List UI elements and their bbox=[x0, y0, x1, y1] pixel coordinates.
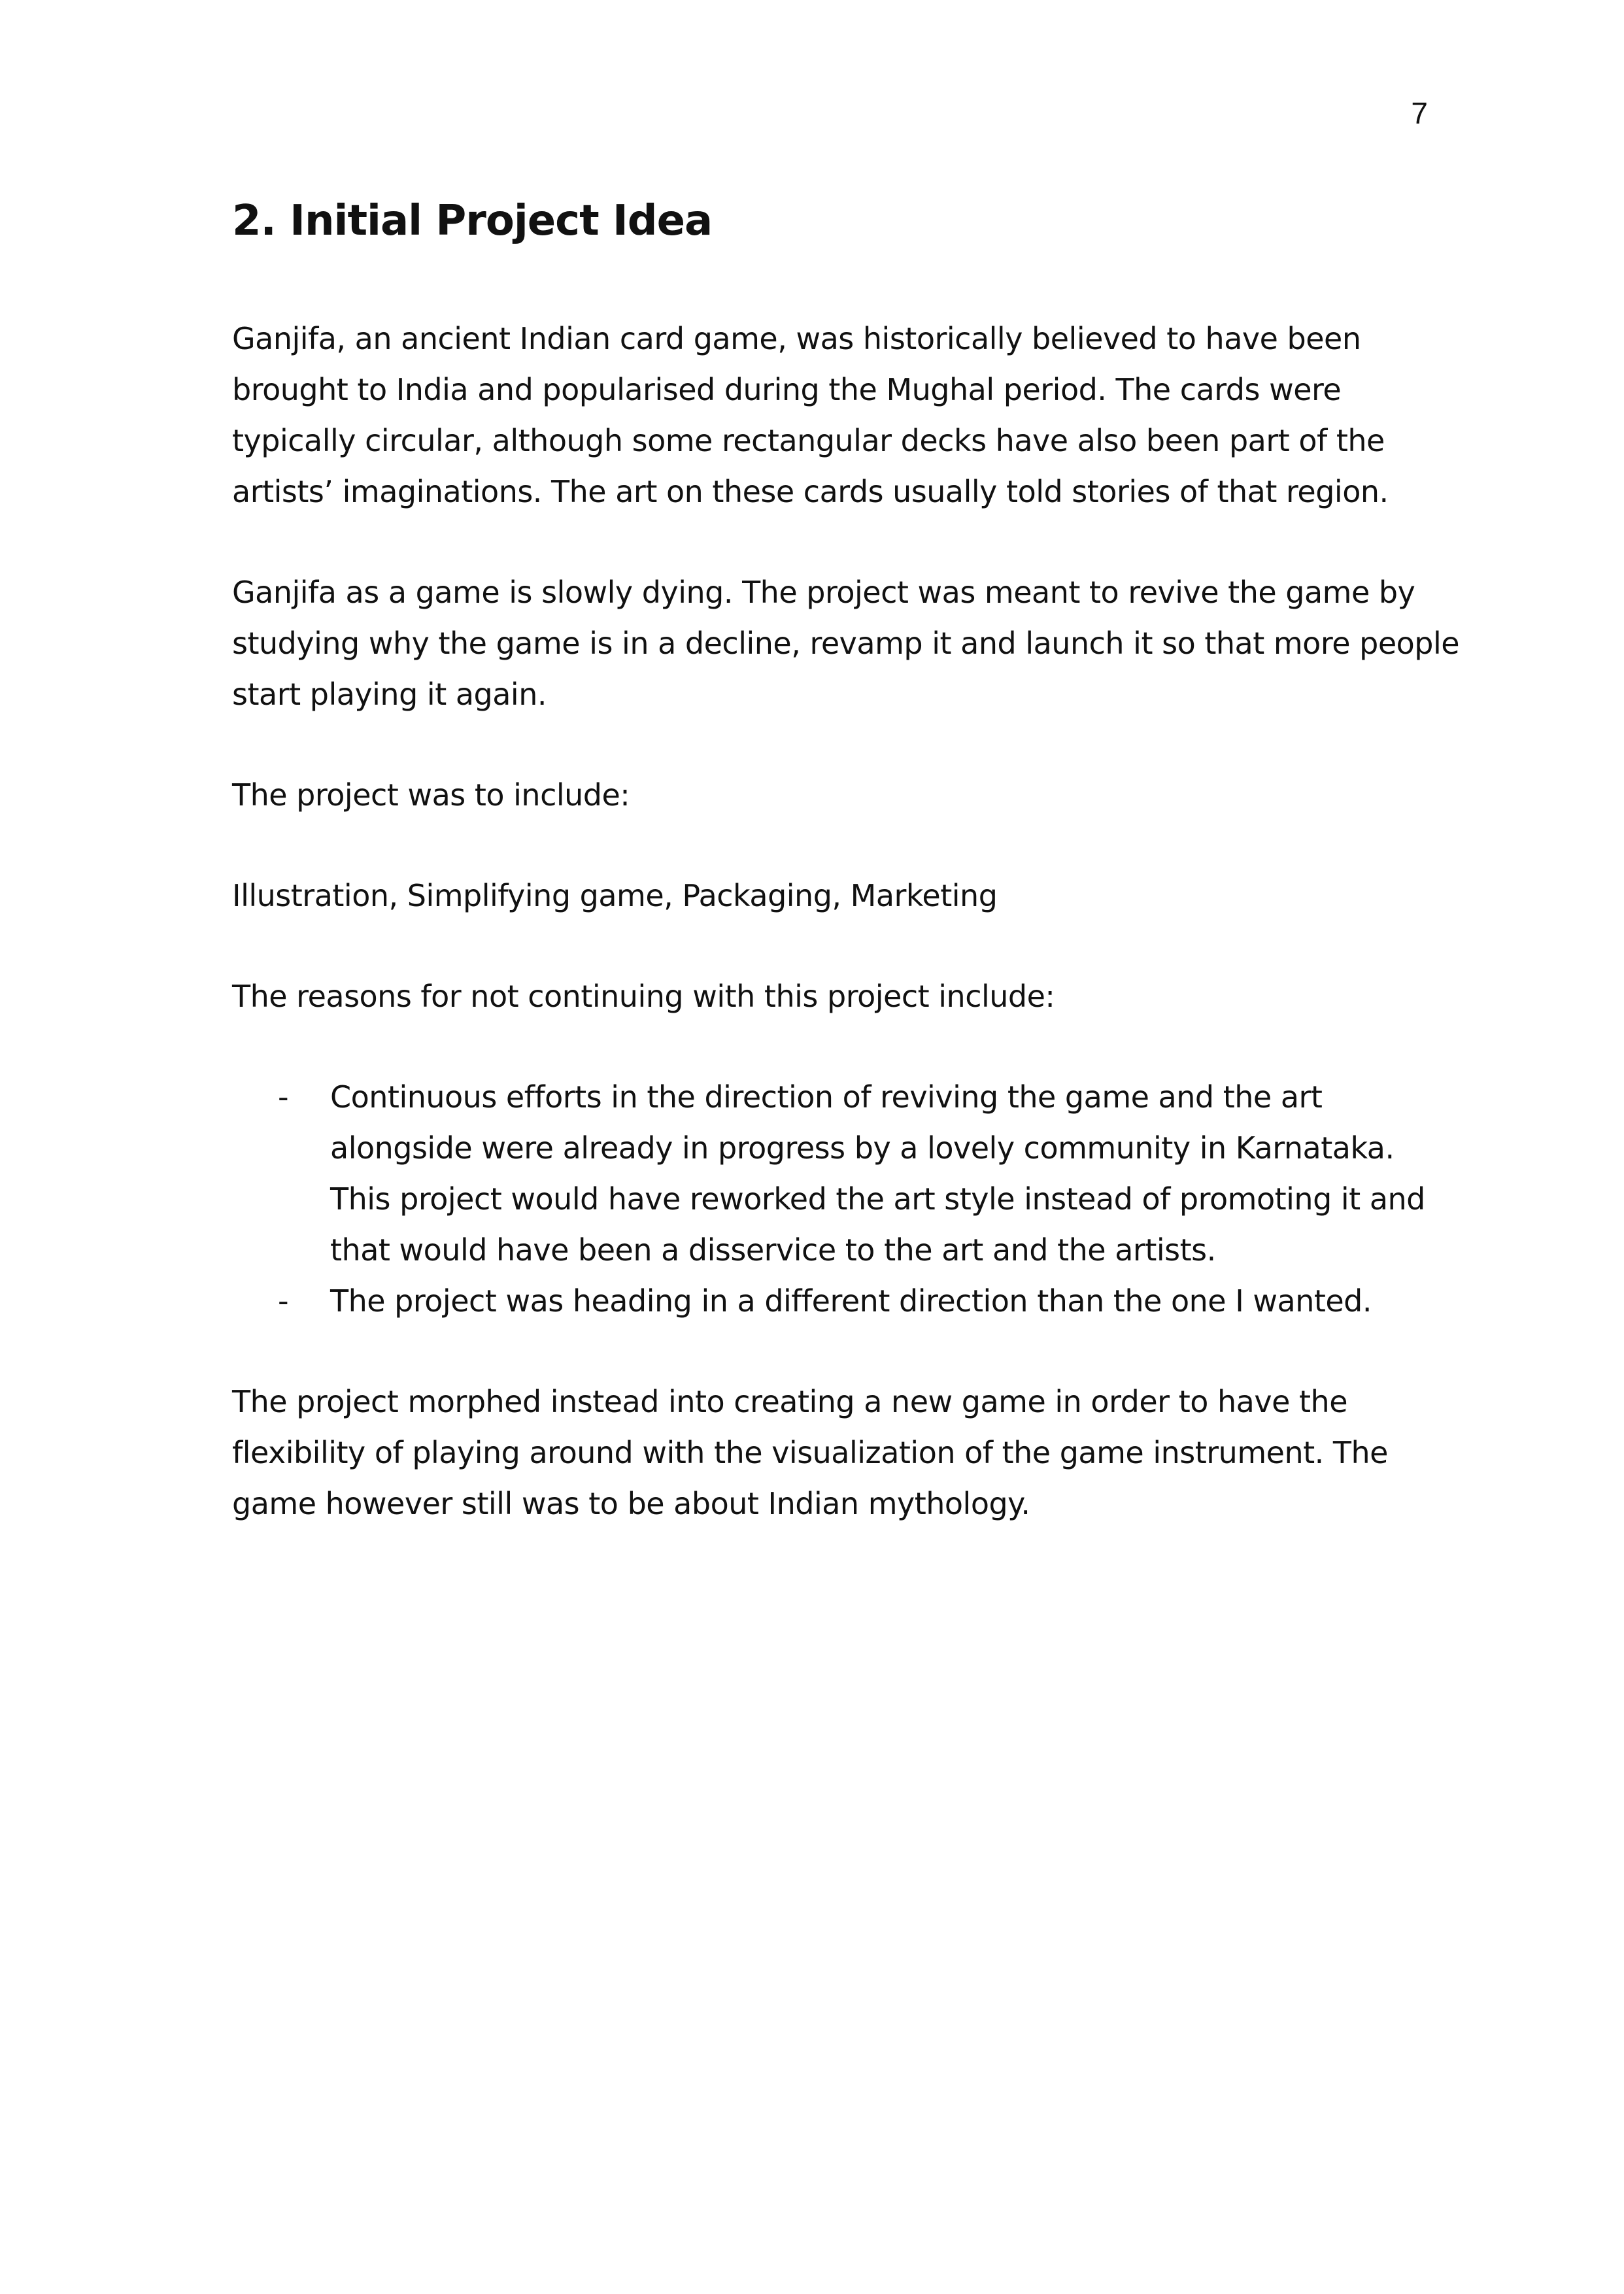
paragraph-game-dying: Ganjifa as a game is slowly dying. The project was meant to revive the game by studying why the game is in a decline, revamp it and launch it so that more people start playing it again. bbox=[232, 574, 1460, 712]
list-dash-marker: - bbox=[278, 1283, 289, 1319]
paragraph-intro: Ganjifa, an ancient Indian card game, was historically believed to have been brought to India and popularised during the Mughal period. The cards were typically circular, although some rectangular decks have also been part of the artists’ imaginations. The art on these cards usually told stories of that region. bbox=[232, 320, 1389, 509]
reason-text: Continuous efforts in the direction of reviving the game and the art alongside were already in progress by a lovely community in Karnataka. This project would have reworked the art style instead of promoting it and that would have been a disservice to the art and the artists. bbox=[330, 1079, 1425, 1268]
reasons-list-item bbox=[278, 1275, 1461, 1326]
paragraph-conclusion: The project morphed instead into creating a new game in order to have the flexibility of playing around with the visualization of the game instrument. The game however still was to be about Indian mythology. bbox=[232, 1383, 1388, 1521]
section-heading: 2. Initial Project Idea bbox=[232, 197, 713, 245]
reason-text: The project was heading in a different direction than the one I wanted. bbox=[330, 1283, 1372, 1319]
reasons-list-item bbox=[278, 1071, 1461, 1275]
paragraph-include-list: Illustration, Simplifying game, Packaging, Marketing bbox=[232, 877, 998, 913]
document-body bbox=[232, 196, 1461, 1579]
paragraph-include-intro: The project was to include: bbox=[232, 777, 630, 813]
list-dash-marker: - bbox=[278, 1079, 289, 1115]
paragraph-reasons-intro: The reasons for not continuing with this project include: bbox=[232, 978, 1055, 1014]
reasons-list bbox=[232, 1071, 1461, 1326]
page-number: 7 bbox=[1411, 96, 1428, 130]
